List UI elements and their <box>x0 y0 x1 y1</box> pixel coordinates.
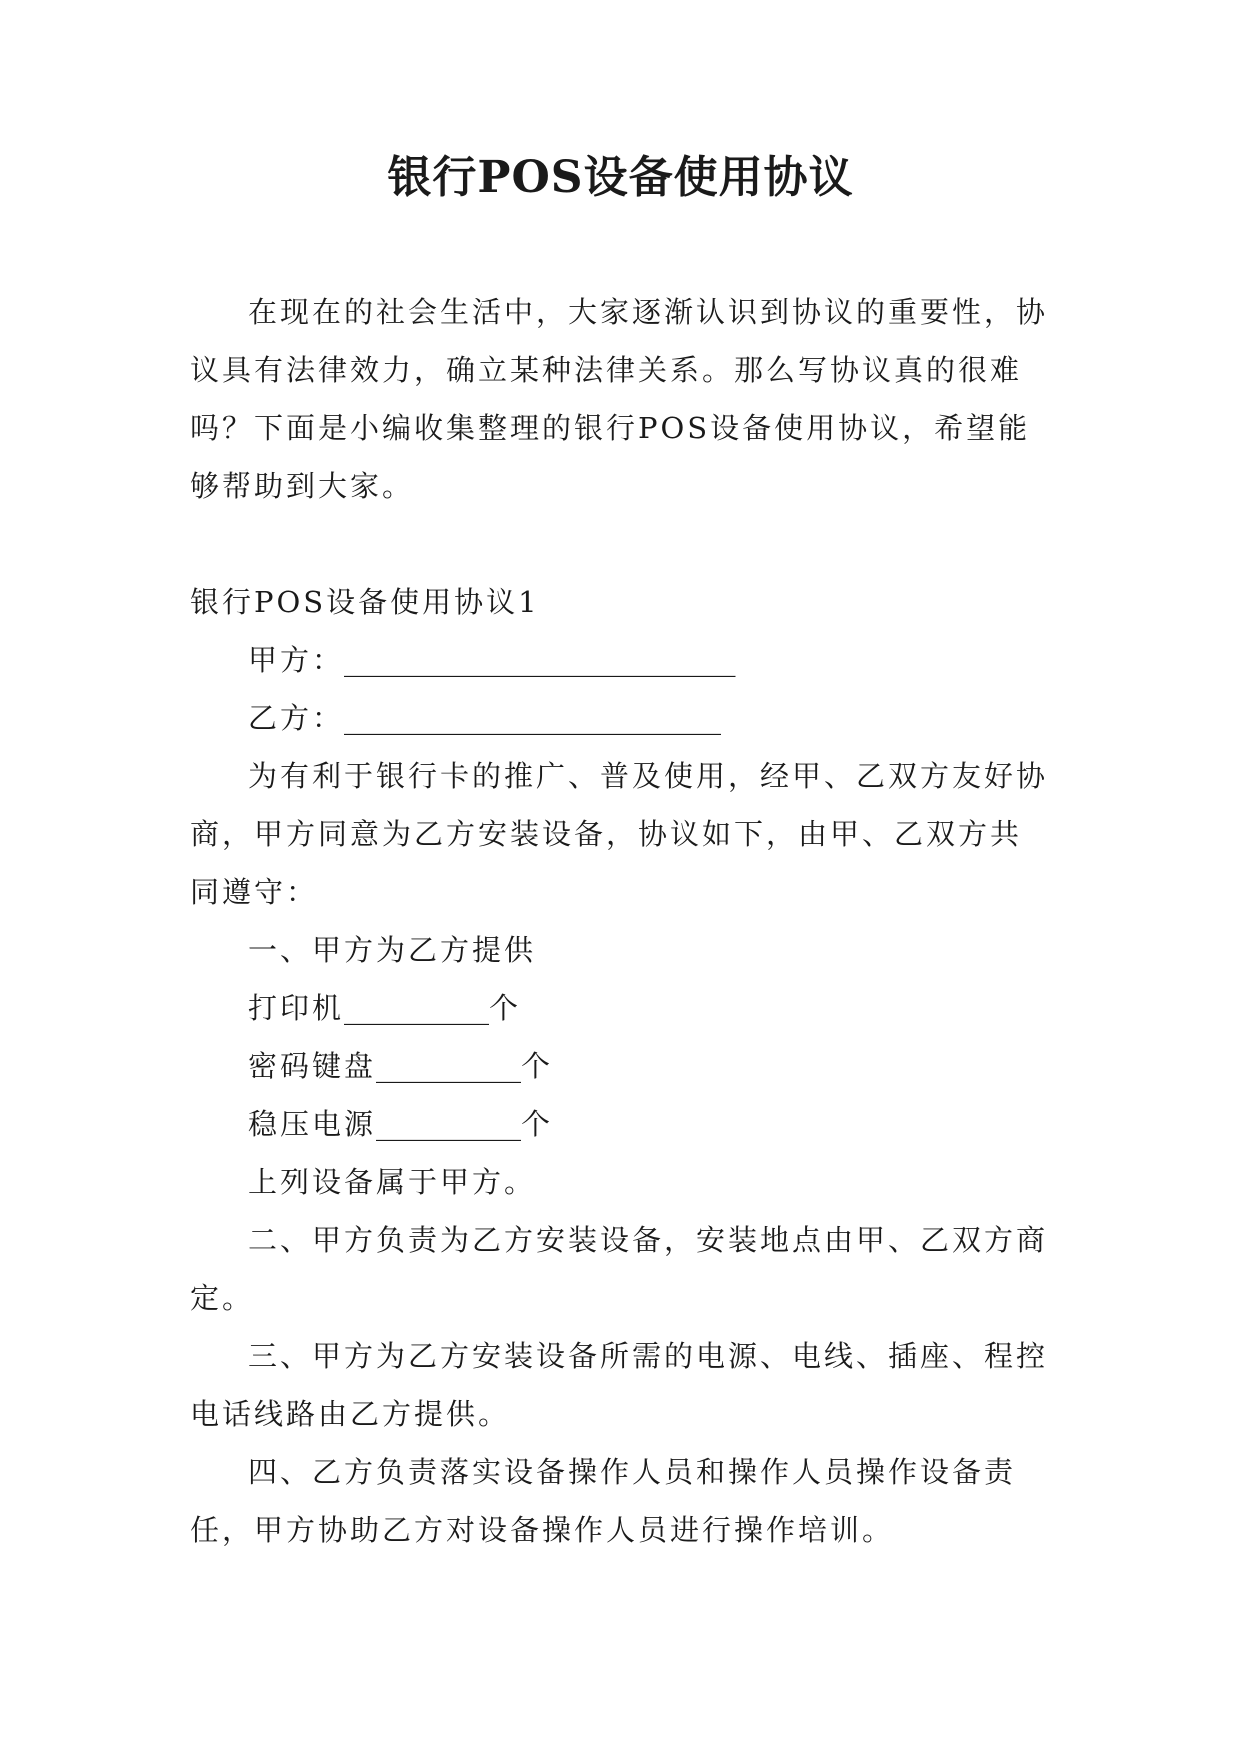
equipment-blank: __________ <box>376 1049 522 1083</box>
equipment-item-printer <box>190 979 1050 1037</box>
party-a-blank: ___________________________ <box>344 643 736 677</box>
equipment-blank: __________ <box>344 991 490 1025</box>
equipment-name: 密码键盘 <box>248 1049 377 1083</box>
preamble-paragraph: 为有利于银行卡的推广、普及使用，经甲、乙双方友好协商，甲方同意为乙方安装设备，协议如下，由甲、乙双方共同遵守： <box>190 759 1049 909</box>
document-body <box>190 283 1050 1559</box>
party-b-label: 乙方： <box>248 701 345 735</box>
clause-2: 二、甲方负责为乙方安装设备，安装地点由甲、乙双方商定。 <box>190 1223 1049 1315</box>
section-heading: 银行POS设备使用协议1 <box>190 585 540 619</box>
party-b-line <box>190 689 1050 747</box>
equipment-item-power <box>190 1095 1050 1153</box>
clause-4: 四、乙方负责落实设备操作人员和操作人员操作设备责任，甲方协助乙方对设备操作人员进行操作培训。 <box>190 1455 1017 1547</box>
party-a-line <box>190 631 1050 689</box>
document-title: 银行POS设备使用协议 <box>387 152 854 203</box>
party-a-label: 甲方： <box>248 643 345 677</box>
equipment-unit: 个 <box>521 1107 554 1141</box>
equipment-name: 打印机 <box>248 991 345 1025</box>
equipment-unit: 个 <box>489 991 522 1025</box>
equipment-name: 稳压电源 <box>248 1107 377 1141</box>
clause-3: 三、甲方为乙方安装设备所需的电源、电线、插座、程控电话线路由乙方提供。 <box>190 1339 1049 1431</box>
intro-paragraph: 在现在的社会生活中，大家逐渐认识到协议的重要性，协议具有法律效力，确立某种法律关系。那么写协议真的很难吗？下面是小编收集整理的银行POS设备使用协议，希望能够帮助到大家。 <box>190 295 1049 503</box>
equipment-blank: __________ <box>376 1107 522 1141</box>
equipment-item-keypad <box>190 1037 1050 1095</box>
equipment-unit: 个 <box>521 1049 554 1083</box>
paragraph-gap <box>190 515 1050 573</box>
clause-1: 一、甲方为乙方提供 <box>248 933 537 967</box>
ownership-line: 上列设备属于甲方。 <box>248 1165 537 1199</box>
party-b-blank: __________________________ <box>344 701 722 735</box>
